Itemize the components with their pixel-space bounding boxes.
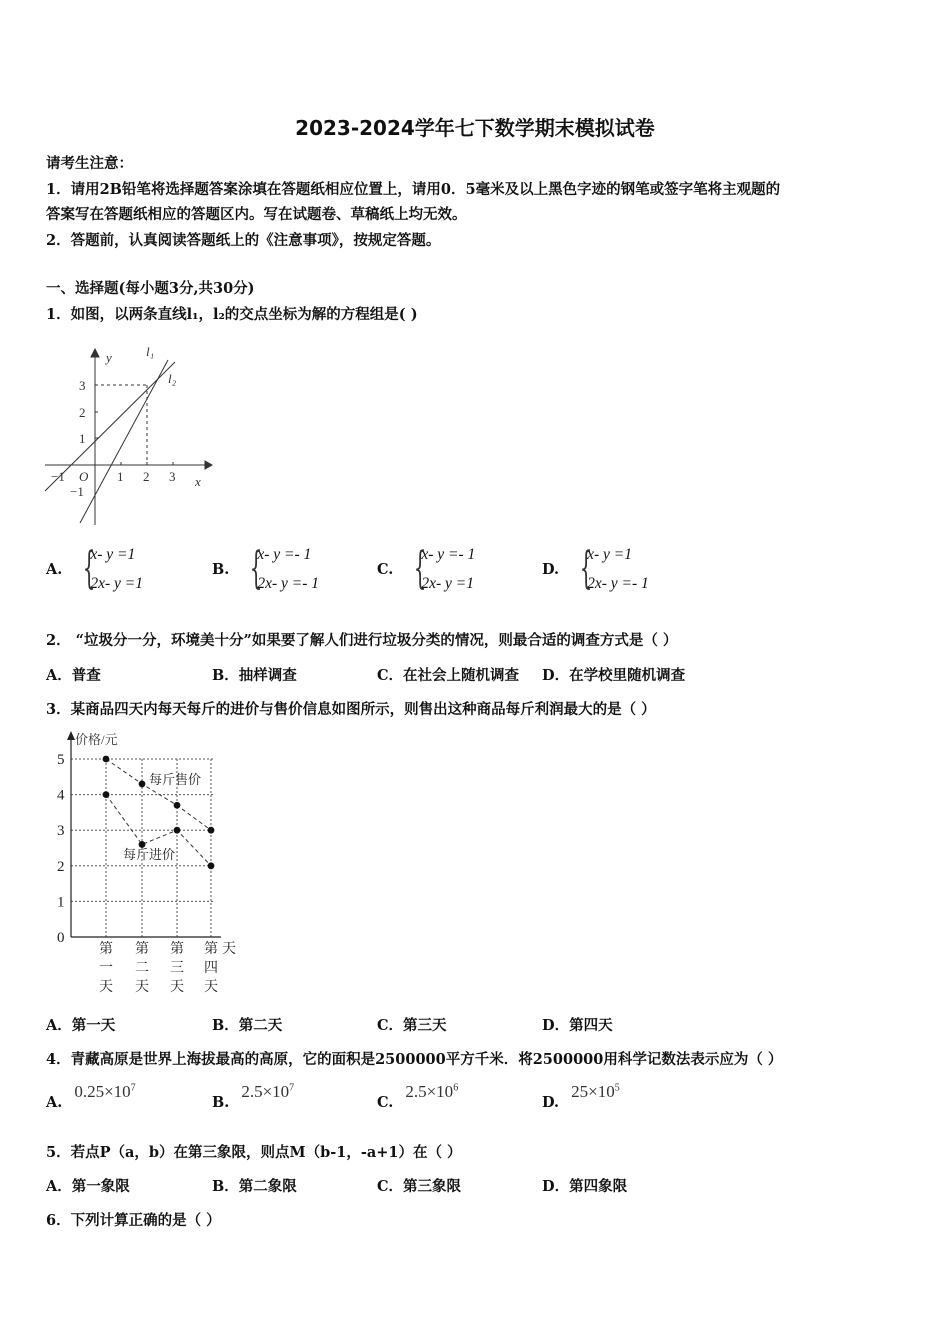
data-point	[174, 802, 181, 809]
x-axis-title: 天	[222, 942, 236, 957]
notice-heading: 请考生注意：	[46, 155, 133, 172]
question-3-option-a: A．第一天	[46, 1017, 116, 1034]
option-label: D.	[542, 1094, 560, 1111]
y-tick-label: 4	[57, 787, 65, 804]
y-tick-label: −1	[70, 484, 84, 499]
question-6-stem: 6．下列计算正确的是（ ）	[46, 1212, 221, 1229]
question-5-stem: 5．若点P（a，b）在第三象限，则点M（b-1，-a+1）在（ ）	[46, 1144, 462, 1161]
chart-axes	[67, 731, 221, 937]
option-label: D.	[542, 560, 560, 578]
data-point	[103, 791, 110, 798]
equation: x- y =1	[587, 546, 632, 563]
question-4-option-a	[46, 1082, 136, 1111]
data-point	[174, 827, 181, 834]
notice-item-1-line-1: 1．请用2B铅笔将选择题答案涂填在答题纸相应位置上，请用0．5毫米及以上黑色字迹的钢笔或签字笔将主观题的	[46, 181, 781, 198]
x-tick-label: 二	[135, 961, 149, 976]
question-4-option-c	[377, 1082, 459, 1111]
question-3-option-b: B．第二天	[212, 1017, 283, 1034]
x-axis-arrow	[205, 461, 212, 469]
x-tick-label: 第	[99, 942, 113, 957]
series-label-cost-price: 每斤进价	[123, 847, 176, 862]
question-1-option-c	[377, 540, 475, 598]
axis-x-label: x	[195, 474, 201, 489]
option-label: B.	[212, 1094, 230, 1111]
x-tick-label: 天	[99, 980, 113, 994]
question-2-option-b: B．抽样调查	[212, 667, 297, 684]
option-value: 2.5×10	[241, 1082, 290, 1101]
option-exponent: 7	[130, 1082, 136, 1094]
x-tick-label: 天	[135, 980, 149, 994]
option-label: B.	[212, 560, 230, 578]
x-tick-label: −1	[51, 469, 65, 484]
x-tick-label: 一	[99, 961, 113, 976]
question-5-option-a: A．第一象限	[46, 1178, 130, 1195]
brace-icon: {	[250, 543, 263, 594]
equation: 2x- y =1	[90, 575, 143, 592]
question-1-option-b	[212, 540, 319, 598]
axis-y-label: y	[106, 350, 112, 365]
line-l1-label: l₁	[146, 344, 155, 359]
line-l2	[80, 360, 168, 523]
x-tick-label: 2	[143, 469, 150, 484]
x-tick-label: 第	[204, 942, 218, 957]
brace-icon: {	[83, 543, 96, 594]
data-point	[208, 862, 215, 869]
x-tick-label: 天	[170, 980, 184, 994]
x-tick-label: 1	[117, 469, 124, 484]
notice-item-1-line-2: 答案写在答题纸相应的答题区内。写在试题卷、草稿纸上均无效。	[46, 206, 467, 223]
data-point	[208, 827, 215, 834]
page-title: 2023-2024学年七下数学期末模拟试卷	[295, 116, 655, 140]
x-tick-label: 四	[204, 961, 218, 976]
question-2-stem: 2． “垃圾分一分，环境美十分”如果要了解人们进行垃圾分类的情况，则最合适的调查方式是（ ）	[46, 632, 678, 649]
option-exponent: 7	[289, 1082, 295, 1094]
y-tick-label: 2	[57, 858, 65, 875]
y-axis-arrow-icon	[67, 731, 75, 740]
brace-icon: {	[579, 543, 593, 594]
x-tick-label: 三	[170, 961, 184, 976]
section-heading: 一、选择题(每小题3分,共30分)	[46, 280, 255, 297]
y-axis-arrow	[91, 349, 99, 357]
question-4-option-b	[212, 1082, 295, 1111]
equation: 2x- y =- 1	[257, 575, 319, 592]
option-label: A.	[46, 560, 63, 578]
question-2-option-a: A．普查	[46, 667, 101, 684]
line-l2-label: l₂	[168, 371, 177, 386]
y-tick-label: 0	[57, 930, 65, 946]
option-value: 0.25×10	[74, 1082, 131, 1101]
y-tick-label: 2	[79, 405, 86, 420]
question-1-option-a	[46, 540, 143, 598]
x-tick-label: 第	[170, 942, 184, 957]
data-point	[103, 756, 110, 763]
question-3-chart	[45, 726, 245, 994]
question-3-option-c: C．第三天	[377, 1017, 447, 1034]
question-5-option-d: D．第四象限	[542, 1178, 628, 1195]
option-exponent: 5	[614, 1082, 620, 1094]
y-tick-label: 3	[79, 378, 86, 393]
data-point	[139, 781, 146, 788]
option-label: C.	[377, 560, 394, 578]
question-2-option-c: C．在社会上随机调查	[377, 667, 520, 684]
y-tick-label: 1	[57, 894, 65, 911]
question-1-stem: 1．如图，以两条直线l₁，l₂的交点坐标为解的方程组是( )	[46, 306, 418, 323]
x-tick-label: 3	[169, 469, 176, 484]
y-tick-label: 1	[79, 431, 86, 446]
question-4-stem: 4．青藏高原是世界上海拔最高的高原，它的面积是2500000平方千米．将2500000用科学记数法表示应为（ ）	[46, 1051, 783, 1068]
question-1-option-d	[542, 540, 649, 598]
option-label: A.	[46, 1094, 63, 1111]
option-value: 25×10	[571, 1082, 615, 1101]
equation: x- y =- 1	[421, 546, 476, 563]
question-4-option-d	[542, 1082, 620, 1111]
question-2-option-d: D．在学校里随机调查	[542, 667, 686, 684]
notice-item-2: 2．答题前，认真阅读答题纸上的《注意事项》，按规定答题。	[46, 232, 441, 249]
question-5-option-b: B．第二象限	[212, 1178, 297, 1195]
option-label: C.	[377, 1094, 394, 1111]
option-value: 2.5×10	[405, 1082, 454, 1101]
y-tick-label: 3	[57, 823, 65, 840]
y-axis-title: 价格/元	[75, 732, 118, 747]
question-3-stem: 3．某商品四天内每天每斤的进价与售价信息如图所示，则售出这种商品每斤利润最大的是（ ）	[46, 701, 656, 718]
y-tick-label: 5	[57, 752, 65, 768]
origin-label: O	[79, 469, 89, 484]
equation: x- y =- 1	[257, 546, 312, 563]
option-exponent: 6	[453, 1082, 459, 1094]
x-tick-label: 第	[135, 942, 149, 957]
series-label-sale-price: 每斤售价	[149, 772, 202, 787]
equation: 2x- y =- 1	[587, 575, 649, 592]
brace-icon: {	[414, 543, 427, 594]
question-3-option-d: D．第四天	[542, 1017, 613, 1034]
equation: x- y =1	[90, 546, 136, 563]
x-tick-label: 天	[204, 980, 218, 994]
equation: 2x- y =1	[421, 575, 474, 592]
question-1-graph	[40, 340, 215, 530]
question-5-option-c: C．第三象限	[377, 1178, 462, 1195]
